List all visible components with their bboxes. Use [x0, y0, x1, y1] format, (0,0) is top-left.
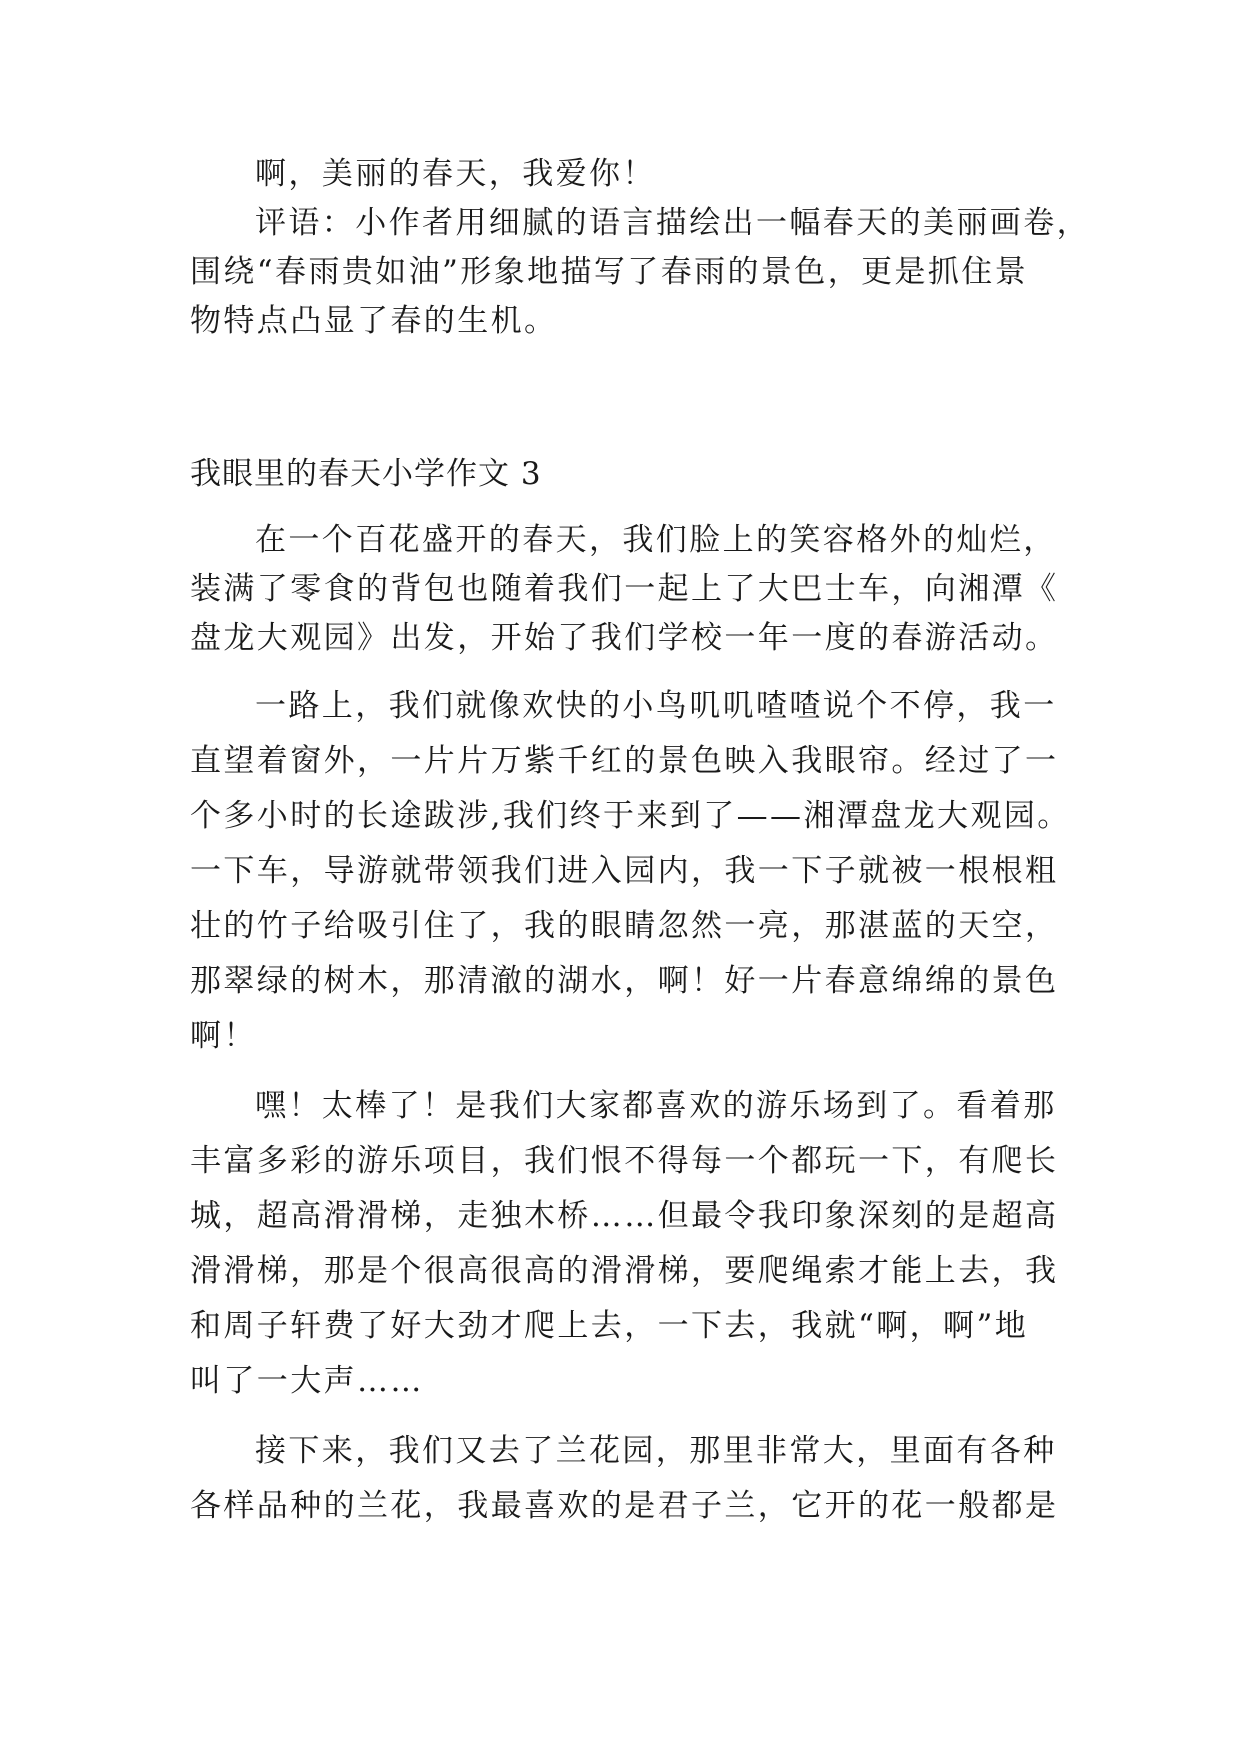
section-title: 我眼里的春天小学作文 3 — [190, 456, 542, 492]
text-line: 滑滑梯，那是个很高很高的滑滑梯，要爬绳索才能上去，我 — [190, 1253, 1059, 1289]
text-line: 盘龙大观园》出发，开始了我们学校一年一度的春游活动。 — [190, 620, 1059, 656]
text-line: 嘿！太棒了！是我们大家都喜欢的游乐场到了。看着那 — [255, 1088, 1057, 1124]
text-line: 物特点凸显了春的生机。 — [190, 303, 558, 339]
text-line: 直望着窗外，一片片万紫千红的景色映入我眼帘。经过了一 — [190, 743, 1059, 779]
text-line: 和周子轩费了好大劲才爬上去，一下去，我就“啊，啊”地 — [190, 1308, 1029, 1344]
text-line: 那翠绿的树木，那清澈的湖水，啊！好一片春意绵绵的景色 — [190, 963, 1059, 999]
text-line: 啊！ — [190, 1018, 257, 1054]
text-line: 装满了零食的背包也随着我们一起上了大巴士车，向湘潭《 — [190, 571, 1059, 607]
text-line: 各样品种的兰花，我最喜欢的是君子兰，它开的花一般都是 — [190, 1488, 1059, 1524]
text-line: 围绕“春雨贵如油”形象地描写了春雨的景色，更是抓住景 — [190, 254, 1029, 290]
text-line: 丰富多彩的游乐项目，我们恨不得每一个都玩一下，有爬长 — [190, 1143, 1059, 1179]
text-line: 啊，美丽的春天，我爱你！ — [255, 156, 656, 192]
text-line: 个多小时的长途跋涉,我们终于来到了——湘潭盘龙大观园。 — [190, 798, 1071, 834]
text-line: 评语：小作者用细腻的语言描绘出一幅春天的美丽画卷， — [255, 205, 1090, 241]
text-line: 城，超高滑滑梯，走独木桥……但最令我印象深刻的是超高 — [190, 1198, 1059, 1234]
text-line: 壮的竹子给吸引住了，我的眼睛忽然一亮，那湛蓝的天空， — [190, 908, 1059, 944]
text-line: 在一个百花盛开的春天，我们脸上的笑容格外的灿烂， — [255, 522, 1057, 558]
text-line: 一路上，我们就像欢快的小鸟叽叽喳喳说个不停，我一 — [255, 688, 1057, 724]
text-line: 叫了一大声…… — [190, 1363, 424, 1399]
text-line: 接下来，我们又去了兰花园，那里非常大，里面有各种 — [255, 1433, 1057, 1469]
text-line: 一下车，导游就带领我们进入园内，我一下子就被一根根粗 — [190, 853, 1059, 889]
